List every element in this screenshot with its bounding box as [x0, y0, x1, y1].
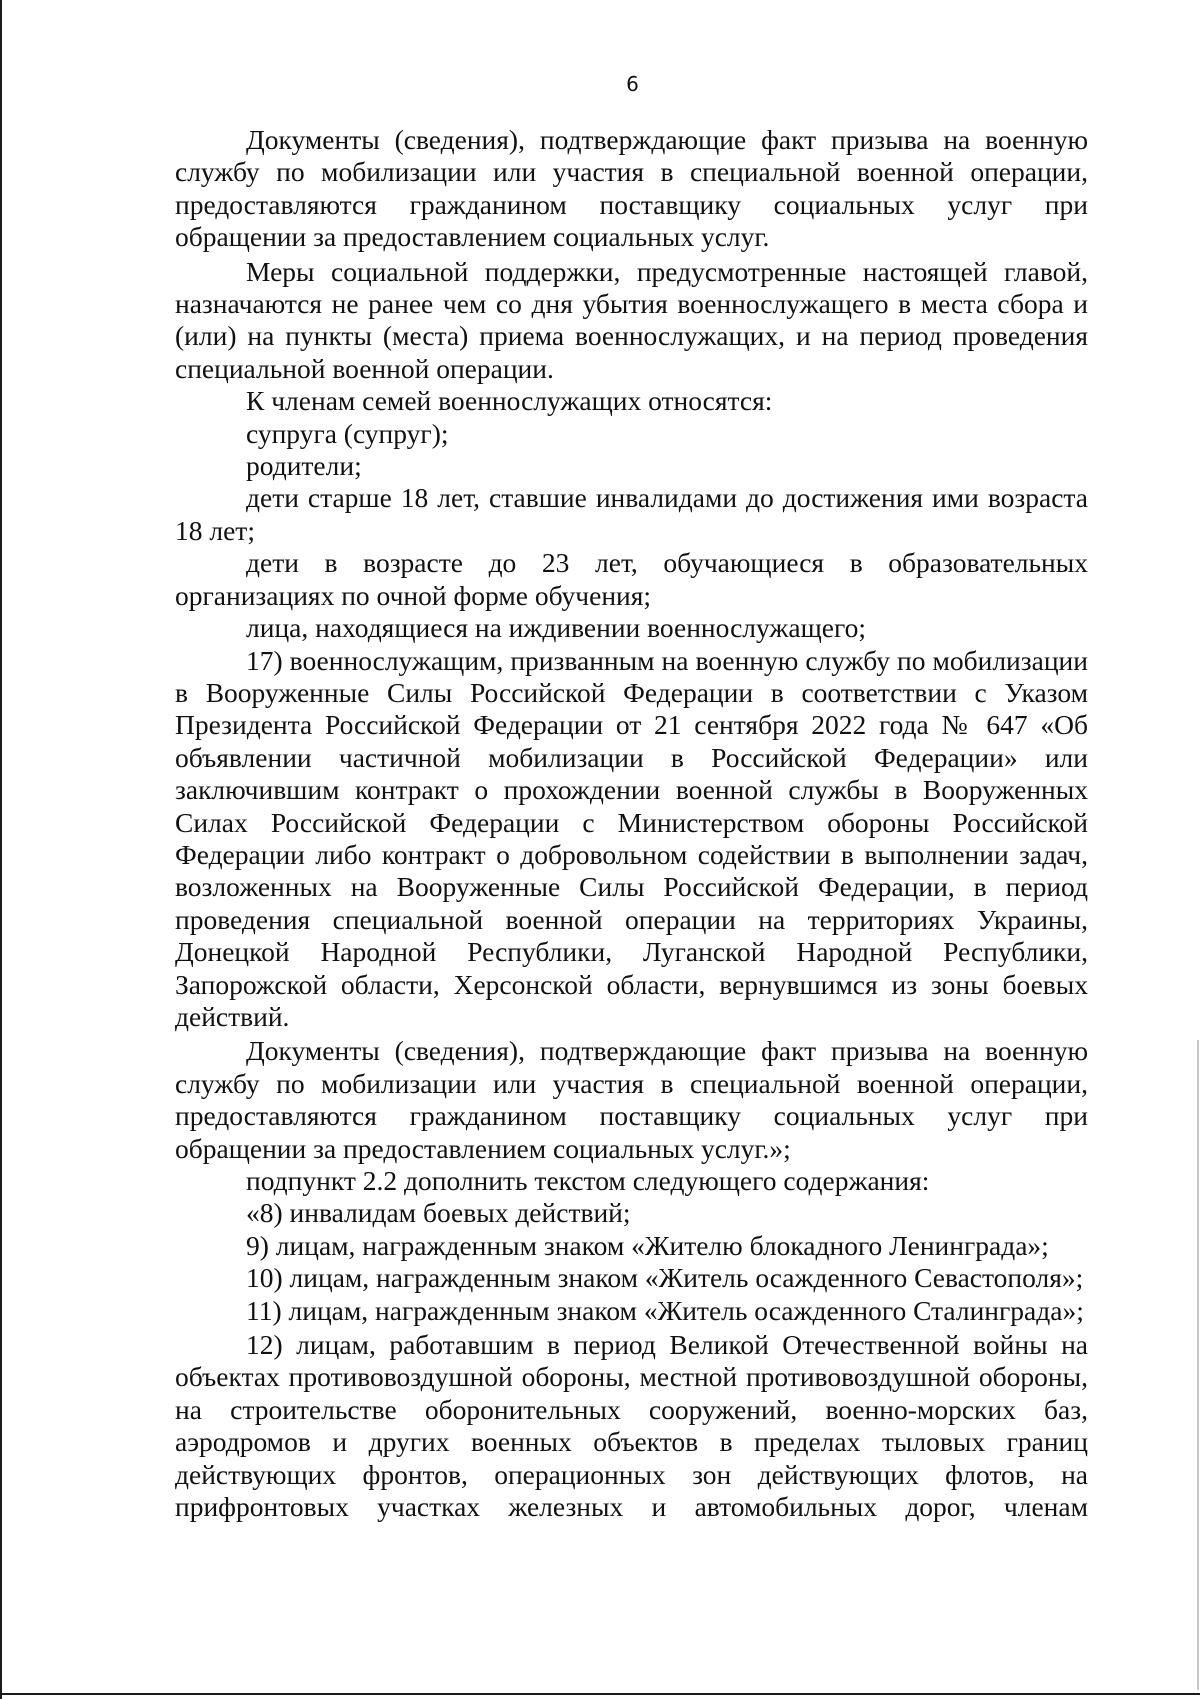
paragraph: 11) лицам, награжденным знаком «Житель осажденного Сталинграда»; [246, 1294, 1084, 1326]
paragraph: «8) инвалидам боевых действий; [246, 1197, 631, 1229]
scan-border-bottom [0, 1693, 1200, 1695]
paragraph: лица, находящиеся на иждивении военнослужащего; [246, 612, 866, 644]
paragraph: Документы (сведения), подтверждающие факт призыва на военную службу по мобилизации или участия в специальной военной операции, предоставляются гражданином поставщику социальных услуг при обращении за предоставлением социальных услуг.»; [175, 1035, 1088, 1164]
paragraph: К членам семей военнослужащих относятся: [246, 385, 773, 417]
document-body [175, 124, 1088, 1523]
page-number: 6 [626, 72, 639, 96]
scan-border-right [1197, 1040, 1199, 1690]
paragraph: 10) лицам, награжденным знаком «Житель осажденного Севастополя»; [246, 1262, 1084, 1294]
paragraph: Документы (сведения), подтверждающие факт призыва на военную службу по мобилизации или участия в специальной военной операции, предоставляются гражданином поставщику социальных услуг при обращении за предоставлением социальных услуг. [175, 124, 1088, 253]
paragraph: супруга (супруг); [246, 417, 449, 449]
paragraph: 17) военнослужащим, призванным на военную службу по мобилизации в Вооруженные Силы Российской Федерации в соответствии с Указом Президента Российской Федерации от 21 сентября 2022 года № 647 «Об объявлении частичной мобилизации в Российской Федерации» или заключившим контракт о прохождении военной службы в Вооруженных Силах Российской Федерации с Министерством обороны Российской Федерации либо контракт о добровольном содействии в выполнении задач, возложенных на Вооруженные Силы Российской Федерации, в период проведения специальной военной операции на территориях Украины, Донецкой Народной Республики, Луганской Народной Республики, Запорожской области, Херсонской области, вернувшимся из зоны боевых действий. [175, 644, 1088, 1032]
paragraph: родители; [246, 450, 362, 482]
paragraph: Меры социальной поддержки, предусмотренные настоящей главой, назначаются не ранее чем со дня убытия военнослужащего в места сбора и (или) на пункты (места) приема военнослужащих, и на период проведения специальной военной операции. [175, 255, 1088, 384]
paragraph: 12) лицам, работавшим в период Великой Отечественной войны на объектах противовоздушной обороны, местной противовоздушной обороны, на строительстве оборонительных сооружений, военно-морских баз, аэродромов и других военных объектов в пределах тыловых границ действующих фронтов, операционных зон действующих флотов, на прифронтовых участках железных и автомобильных дорог, членам [175, 1329, 1088, 1523]
paragraph: дети в возрасте до 23 лет, обучающиеся в образовательных организациях по очной форме обучения; [175, 547, 1088, 611]
paragraph: подпункт 2.2 дополнить текстом следующего содержания: [246, 1165, 930, 1196]
paragraph: дети старше 18 лет, ставшие инвалидами до достижения ими возраста 18 лет; [175, 482, 1088, 546]
paragraph: 9) лицам, награжденным знаком «Жителю блокадного Ленинграда»; [246, 1229, 1049, 1261]
scan-border-left [0, 0, 2, 1699]
